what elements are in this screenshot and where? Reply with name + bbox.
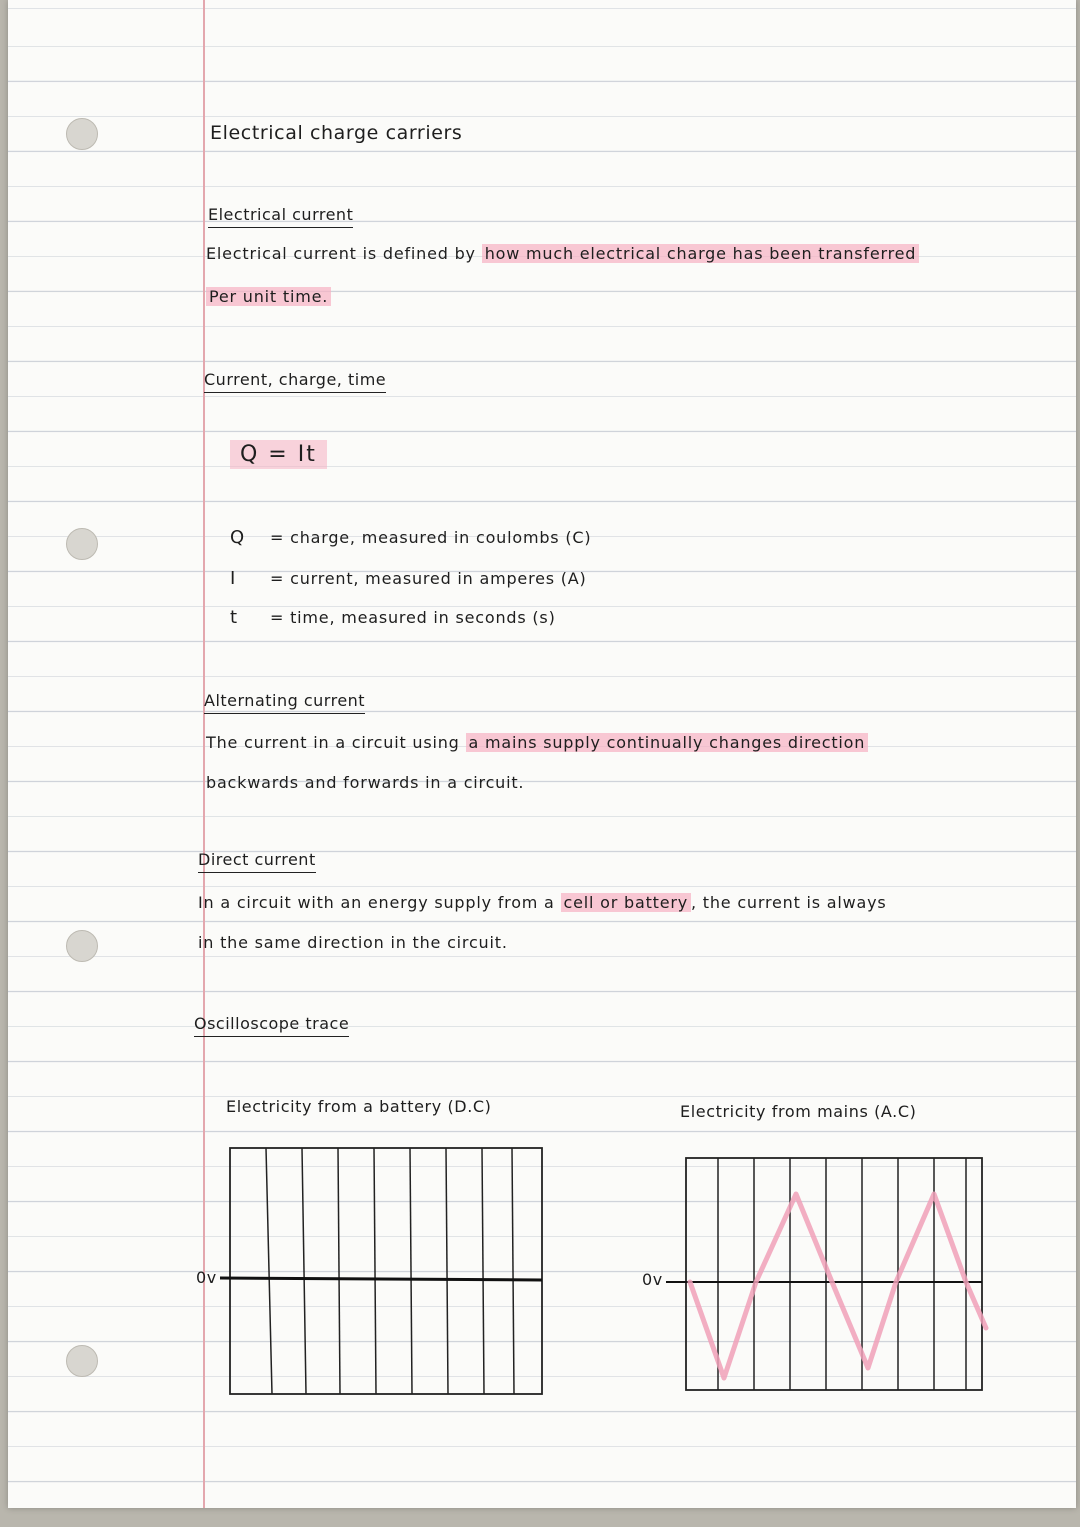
punch-hole — [66, 930, 98, 962]
grid-line — [446, 1148, 448, 1394]
notebook-page — [8, 0, 1076, 1508]
electrical-current-line-1 — [206, 244, 919, 263]
alternating-current-line-1 — [206, 733, 868, 752]
text: In a circuit with an energy supply from a — [198, 893, 561, 912]
heading-alternating-current: Alternating current — [204, 691, 365, 714]
definition-text: = time, measured in seconds (s) — [270, 608, 556, 627]
ac-trace-label: Electricity from mains (A.C) — [680, 1102, 917, 1121]
direct-current-line-1 — [198, 893, 887, 912]
page-title: Electrical charge carriers — [210, 122, 463, 144]
direct-current-line-2: in the same direction in the circuit. — [198, 933, 508, 952]
text: Electrical current is defined by — [206, 244, 482, 263]
highlighted-text: how much electrical charge has been transferred — [482, 244, 920, 263]
symbol: Q — [230, 527, 245, 548]
symbol: t — [230, 607, 238, 628]
grid-line — [266, 1148, 272, 1394]
ac-sine-wave — [690, 1194, 986, 1378]
definition-text: = charge, measured in coulombs (C) — [270, 528, 592, 547]
dc-trace-label: Electricity from a battery (D.C) — [226, 1097, 492, 1116]
grid-border — [230, 1148, 542, 1394]
punch-hole — [66, 118, 98, 150]
heading-direct-current: Direct current — [198, 850, 316, 873]
highlighted-text: Per unit time. — [206, 287, 331, 306]
definition-item — [230, 607, 556, 628]
text: , the current is always — [691, 893, 887, 912]
punch-hole — [66, 1345, 98, 1377]
highlighted-text: cell or battery — [561, 893, 691, 912]
text: The current in a circuit using — [206, 733, 466, 752]
definition-text: = current, measured in amperes (A) — [270, 569, 587, 588]
ac-oscilloscope-grid — [686, 1158, 1006, 1418]
definition-item — [230, 568, 587, 589]
grid-line — [512, 1148, 514, 1394]
heading-electrical-current: Electrical current — [208, 205, 353, 228]
grid-line — [374, 1148, 376, 1394]
definition-item — [230, 527, 591, 548]
grid-line — [482, 1148, 484, 1394]
formula: Q = It — [230, 440, 327, 469]
heading-current-charge-time: Current, charge, time — [204, 370, 386, 393]
grid-line — [302, 1148, 306, 1394]
symbol: I — [230, 568, 237, 589]
electrical-current-line-2 — [206, 287, 331, 306]
dc-zero-label: 0v — [196, 1268, 217, 1287]
heading-oscilloscope-trace: Oscilloscope trace — [194, 1014, 349, 1037]
highlighted-text: a mains supply continually changes direction — [466, 733, 869, 752]
punch-hole — [66, 528, 98, 560]
dc-oscilloscope-grid — [230, 1148, 550, 1408]
dc-trace-line — [220, 1278, 542, 1280]
grid-line — [338, 1148, 340, 1394]
grid-line — [410, 1148, 412, 1394]
alternating-current-line-2: backwards and forwards in a circuit. — [206, 773, 525, 792]
ac-zero-label: 0v — [642, 1270, 663, 1289]
